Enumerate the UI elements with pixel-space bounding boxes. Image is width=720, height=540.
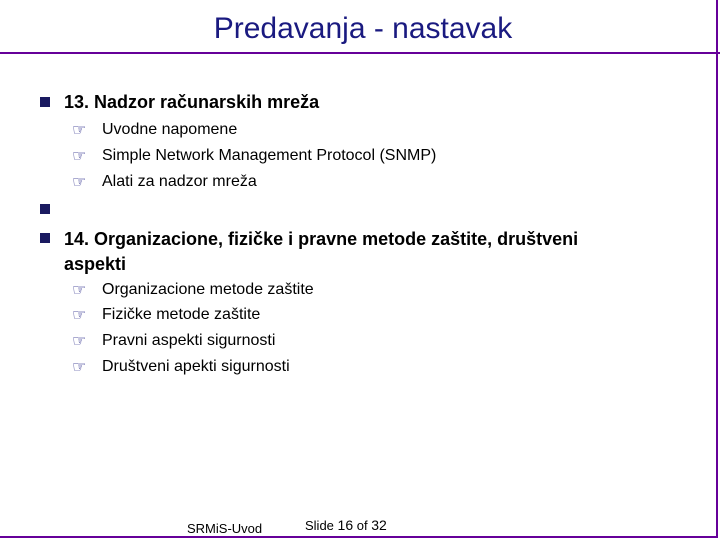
slide-number: 16 <box>337 517 354 533</box>
list-item: Uvodne napomene <box>102 121 238 138</box>
square-bullet-icon <box>40 97 50 107</box>
pointing-hand-icon: ☞ <box>72 280 87 299</box>
pointing-hand-icon: ☞ <box>72 120 87 139</box>
title-divider <box>0 52 720 54</box>
slide-title: Predavanja - nastavak <box>213 12 513 45</box>
slide-word: Slide <box>305 518 334 533</box>
section-heading-continuation: aspekti <box>64 254 127 274</box>
pointing-hand-icon: ☞ <box>72 146 87 165</box>
list-item: Organizacione metode zaštite <box>102 281 314 298</box>
of-word: of <box>356 518 368 533</box>
pointing-hand-icon: ☞ <box>72 357 87 376</box>
section-heading: 13. Nadzor računarskih mreža <box>64 92 320 112</box>
list-item: Simple Network Management Protocol (SNMP) <box>102 147 437 164</box>
pointing-hand-icon: ☞ <box>72 331 87 350</box>
list-item: Pravni aspekti sigurnosti <box>102 332 276 349</box>
list-item: Društveni apekti sigurnosti <box>102 358 290 375</box>
section-heading: 14. Organizacione, fizičke i pravne metode zaštite, društveni <box>64 229 579 249</box>
pointing-hand-icon: ☞ <box>72 172 87 191</box>
footer-slide-counter <box>305 517 387 533</box>
slide-total: 32 <box>371 517 387 533</box>
pointing-hand-icon: ☞ <box>72 305 87 324</box>
square-bullet-icon <box>40 233 50 243</box>
list-item: Fizičke metode zaštite <box>102 306 261 323</box>
footer-course: SRMiS-Uvod <box>187 521 263 536</box>
square-bullet-icon <box>40 204 50 214</box>
list-item: Alati za nadzor mreža <box>102 173 257 190</box>
